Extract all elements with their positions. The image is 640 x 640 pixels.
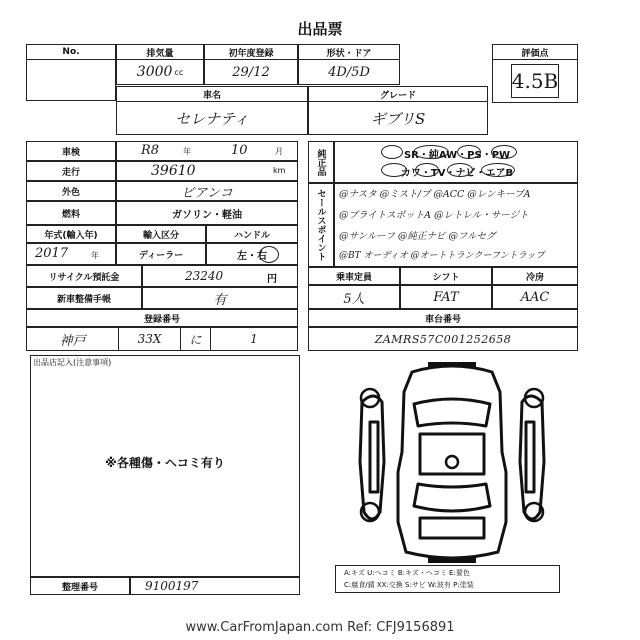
car-name-value: セレナティ (175, 109, 249, 128)
year-unit: 年 (91, 251, 99, 260)
mileage-value: 39610 (151, 163, 196, 179)
fuel-label: 燃料 (26, 201, 116, 225)
legend-line-2: C:腐食/錆 XX:交換 S:サビ W:波有 P:塗装 (344, 581, 474, 589)
shift-value: FAT (433, 289, 459, 305)
equipment-label: 純正品 (315, 148, 326, 176)
footer-watermark: www.CarFromJapan.com Ref: CFJ9156891 (185, 619, 455, 635)
inspection-label: 車検 (26, 141, 116, 161)
diagram-rear-window (414, 484, 490, 511)
diagram-front-bumper (428, 362, 476, 367)
sales-points-label: セールスポイント (315, 189, 326, 261)
shape-cell (298, 59, 400, 85)
sales-point-line: @BT オーディオ @オートトランクーフントラップ (339, 251, 545, 261)
year-cell (26, 243, 116, 265)
color-label: 外色 (26, 181, 116, 201)
equipment-circle-airbag (481, 163, 515, 177)
mileage-cell (116, 161, 298, 181)
import-cell (116, 243, 206, 265)
ac-value: AAC (520, 289, 550, 305)
score-cell (492, 59, 578, 103)
grade-value: ギブリS (370, 109, 426, 128)
displacement-value: 3000 (136, 64, 173, 80)
maintenance-cell (142, 287, 298, 309)
no-value-cell (26, 59, 116, 101)
diagram-right-side (520, 396, 544, 519)
year-label: 年式(輸入年) (26, 225, 116, 243)
diagram-right-side-windows (526, 422, 534, 492)
recycle-label: リサイクル預託金 (26, 265, 142, 287)
recycle-value: 23240 (185, 269, 224, 283)
chassis-value: ZAMRS57C001252658 (374, 332, 512, 346)
diagram-rear-bumper (428, 558, 476, 563)
inspection-month-value: 10 (231, 143, 248, 158)
color-cell (116, 181, 298, 201)
seats-label: 乗車定員 (308, 267, 400, 285)
reg-no-kana: に (181, 328, 211, 350)
handle-value: 左・右 (237, 250, 267, 262)
fuel-options: ガソリン・軽油 (172, 209, 242, 221)
control-no-cell (130, 577, 300, 595)
equipment-circle-sr (381, 145, 403, 159)
inspection-year-value: R8 (141, 143, 160, 158)
diagram-trunk (420, 518, 484, 538)
diagram-spare-wheel (446, 456, 458, 468)
displacement-label: 排気量 (116, 44, 204, 60)
shift-cell (400, 285, 492, 309)
recycle-unit: 円 (267, 274, 277, 285)
year-value: 2017 (35, 246, 69, 261)
car-name-cell (116, 101, 308, 135)
diagram-windshield (414, 399, 490, 426)
inspection-month-unit: 月 (275, 147, 283, 156)
ac-cell (492, 285, 578, 309)
diagram-left-side (360, 396, 384, 519)
sales-point-line: @ナスタ @ミスト/ブ @ACC @レンキープA (339, 189, 531, 200)
inspection-cell (116, 141, 298, 161)
recycle-cell (142, 265, 298, 287)
reg-no-cell (26, 327, 298, 351)
score-label: 評価点 (492, 44, 578, 60)
no-label: No. (26, 44, 116, 60)
equipment-circle-aw (413, 145, 449, 159)
car-inspection-diagram (340, 362, 565, 567)
grade-cell (308, 101, 488, 135)
import-label: 輸入区分 (116, 225, 206, 243)
chassis-label: 車台番号 (308, 309, 578, 327)
control-no-label: 整理番号 (30, 577, 130, 595)
equipment-circle-pw (491, 145, 517, 159)
first-reg-cell (204, 59, 298, 85)
grade-label: グレード (308, 86, 488, 102)
reg-no-area: 神戸 (27, 328, 119, 350)
color-value: ビアンコ (181, 185, 233, 201)
first-reg-value: 29/12 (232, 64, 270, 80)
shift-label: シフト (400, 267, 492, 285)
chassis-cell (308, 327, 578, 351)
remarks-text: ※各種傷・ヘコミ有り (105, 455, 225, 470)
maintenance-value: 有 (213, 292, 227, 308)
equipment-cell (334, 141, 578, 183)
equipment-row1: SR・純AW・PS・PW (403, 149, 511, 161)
remarks-box (30, 355, 300, 577)
seats-value: 5人 (343, 291, 365, 307)
score-inner-box (511, 64, 559, 98)
remarks-label: 出品店記入(注意事項) (33, 358, 112, 367)
shape-label: 形状・ドア (298, 44, 400, 60)
diagram-left-side-windows (370, 422, 378, 492)
score-value: 4.5B (511, 69, 559, 93)
displacement-cell (116, 59, 204, 85)
fuel-cell (116, 201, 298, 225)
reg-no-label: 登録番号 (26, 309, 298, 327)
legend-line-1: A:キズ U:へコミ B:キズ・へコミ E:要色 (344, 569, 470, 577)
sales-point-line: @サンルーフ @純正ナビ @フルセグ (339, 231, 496, 242)
handle-label: ハンドル (206, 225, 298, 243)
diagram-body-outline (398, 366, 506, 558)
sales-point-line: @ブライトスポットA @レトレル・サージト (339, 210, 529, 221)
legend-box (335, 565, 560, 593)
handle-circle-mark (259, 246, 279, 263)
car-name-label: 車名 (116, 86, 308, 102)
mileage-label: 走行 (26, 161, 116, 181)
sales-points-cell (334, 183, 578, 267)
equipment-circle-leather (381, 163, 407, 177)
equipment-label-cell (308, 141, 334, 183)
inspection-year-unit: 年 (183, 147, 191, 156)
equipment-circle-ps (457, 145, 481, 159)
import-value: ディーラー (138, 250, 184, 261)
sales-points-label-cell (308, 183, 334, 267)
equipment-row2: カワ・TV・ナビ・エアB (400, 167, 514, 179)
equipment-circle-nav (447, 163, 473, 177)
shape-value: 4D/5D (328, 64, 370, 80)
maintenance-label: 新車整備手帳 (26, 287, 142, 309)
reg-no-class: 33X (119, 328, 181, 350)
equipment-circle-tv (415, 163, 439, 177)
first-reg-label: 初年度登録 (204, 44, 298, 60)
handle-cell (206, 243, 298, 265)
sheet-title: 出品票 (297, 19, 343, 38)
reg-no-number: 1 (211, 328, 297, 350)
control-no-value: 9100197 (145, 579, 199, 593)
displacement-unit: cc (174, 67, 184, 77)
seats-cell (308, 285, 400, 309)
mileage-unit: km (273, 166, 286, 175)
ac-label: 冷房 (492, 267, 578, 285)
